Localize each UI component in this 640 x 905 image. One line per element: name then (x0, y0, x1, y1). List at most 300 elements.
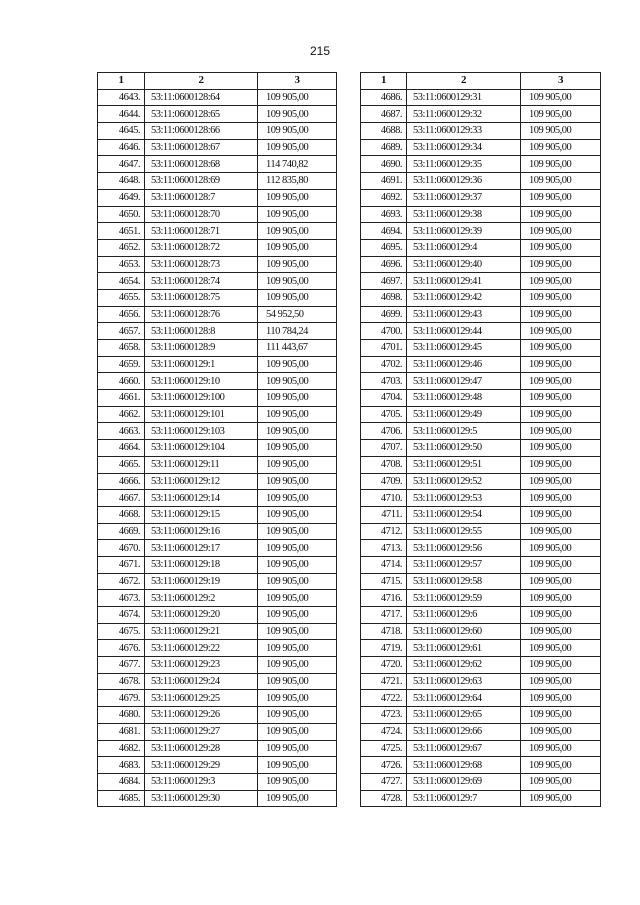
row-number: 4723. (361, 707, 407, 724)
cadastral-value: 54 952,50 (258, 306, 337, 323)
row-number: 4707. (361, 440, 407, 457)
row-number: 4670. (98, 540, 145, 557)
table-row (361, 306, 601, 323)
row-number: 4669. (98, 523, 145, 540)
registry-table-left (97, 72, 337, 807)
cadastral-value: 109 905,00 (258, 223, 337, 240)
row-number: 4673. (98, 590, 145, 607)
cadastral-number: 53:11:0600129:50 (407, 440, 521, 457)
table-row (361, 790, 601, 807)
cadastral-number: 53:11:0600128:71 (145, 223, 258, 240)
row-number: 4715. (361, 573, 407, 590)
cadastral-value: 109 905,00 (258, 657, 337, 674)
table-row (98, 123, 337, 140)
cadastral-number: 53:11:0600129:23 (145, 657, 258, 674)
table-row (361, 423, 601, 440)
row-number: 4702. (361, 356, 407, 373)
row-number: 4650. (98, 206, 145, 223)
table-row (98, 106, 337, 123)
table-row (98, 390, 337, 407)
cadastral-value: 109 905,00 (521, 623, 601, 640)
cadastral-number: 53:11:0600129:62 (407, 657, 521, 674)
cadastral-value: 109 905,00 (521, 456, 601, 473)
cadastral-number: 53:11:0600129:68 (407, 757, 521, 774)
cadastral-number: 53:11:0600128:74 (145, 273, 258, 290)
cadastral-number: 53:11:0600128:7 (145, 189, 258, 206)
cadastral-number: 53:11:0600128:72 (145, 239, 258, 256)
cadastral-number: 53:11:0600128:73 (145, 256, 258, 273)
row-number: 4672. (98, 573, 145, 590)
cadastral-value: 109 905,00 (258, 289, 337, 306)
cadastral-number: 53:11:0600129:19 (145, 573, 258, 590)
cadastral-number: 53:11:0600129:31 (407, 89, 521, 106)
row-number: 4652. (98, 239, 145, 256)
cadastral-value: 109 905,00 (521, 289, 601, 306)
header-col-2: 2 (407, 73, 521, 90)
row-number: 4681. (98, 723, 145, 740)
cadastral-number: 53:11:0600129:39 (407, 223, 521, 240)
cadastral-number: 53:11:0600129:47 (407, 373, 521, 390)
cadastral-value: 109 905,00 (258, 273, 337, 290)
row-number: 4726. (361, 757, 407, 774)
cadastral-number: 53:11:0600128:75 (145, 289, 258, 306)
table-row (361, 623, 601, 640)
row-number: 4691. (361, 173, 407, 190)
row-number: 4647. (98, 156, 145, 173)
cadastral-value: 109 905,00 (258, 89, 337, 106)
row-number: 4711. (361, 506, 407, 523)
row-number: 4649. (98, 189, 145, 206)
cadastral-number: 53:11:0600129:101 (145, 406, 258, 423)
table-row (361, 773, 601, 790)
row-number: 4657. (98, 323, 145, 340)
cadastral-number: 53:11:0600129:10 (145, 373, 258, 390)
table-row (361, 640, 601, 657)
table-row (361, 540, 601, 557)
table-row (361, 456, 601, 473)
cadastral-number: 53:11:0600129:67 (407, 740, 521, 757)
row-number: 4694. (361, 223, 407, 240)
table-row (98, 173, 337, 190)
cadastral-number: 53:11:0600129:6 (407, 607, 521, 624)
row-number: 4688. (361, 123, 407, 140)
cadastral-value: 109 905,00 (258, 490, 337, 507)
row-number: 4664. (98, 440, 145, 457)
cadastral-number: 53:11:0600129:60 (407, 623, 521, 640)
cadastral-value: 109 905,00 (258, 590, 337, 607)
cadastral-number: 53:11:0600129:57 (407, 556, 521, 573)
row-number: 4653. (98, 256, 145, 273)
cadastral-value: 109 905,00 (258, 573, 337, 590)
cadastral-number: 53:11:0600129:59 (407, 590, 521, 607)
cadastral-value: 109 905,00 (521, 573, 601, 590)
table-header-row (361, 73, 601, 90)
table-row (98, 206, 337, 223)
cadastral-number: 53:11:0600129:16 (145, 523, 258, 540)
row-number: 4712. (361, 523, 407, 540)
row-number: 4668. (98, 506, 145, 523)
cadastral-number: 53:11:0600129:42 (407, 289, 521, 306)
cadastral-number: 53:11:0600129:26 (145, 707, 258, 724)
table-row (361, 673, 601, 690)
cadastral-value: 109 905,00 (521, 506, 601, 523)
row-number: 4682. (98, 740, 145, 757)
table-row (98, 273, 337, 290)
table-row (98, 356, 337, 373)
table-row (98, 540, 337, 557)
row-number: 4708. (361, 456, 407, 473)
cadastral-value: 109 905,00 (258, 757, 337, 774)
table-row (98, 790, 337, 807)
cadastral-value: 109 905,00 (521, 189, 601, 206)
table-body-left (98, 89, 337, 807)
cadastral-value: 109 905,00 (258, 473, 337, 490)
cadastral-number: 53:11:0600129:3 (145, 773, 258, 790)
cadastral-value: 109 905,00 (521, 223, 601, 240)
table-row (98, 640, 337, 657)
cadastral-value: 109 905,00 (521, 273, 601, 290)
row-number: 4680. (98, 707, 145, 724)
row-number: 4717. (361, 607, 407, 624)
row-number: 4714. (361, 556, 407, 573)
cadastral-number: 53:11:0600129:25 (145, 690, 258, 707)
cadastral-number: 53:11:0600129:53 (407, 490, 521, 507)
cadastral-number: 53:11:0600129:7 (407, 790, 521, 807)
cadastral-value: 109 905,00 (521, 356, 601, 373)
table-row (361, 523, 601, 540)
cadastral-value: 112 835,80 (258, 173, 337, 190)
table-row (361, 740, 601, 757)
table-row (361, 440, 601, 457)
cadastral-value: 109 905,00 (521, 89, 601, 106)
cadastral-number: 53:11:0600129:49 (407, 406, 521, 423)
table-row (361, 723, 601, 740)
row-number: 4644. (98, 106, 145, 123)
row-number: 4645. (98, 123, 145, 140)
table-row (98, 590, 337, 607)
cadastral-value: 109 905,00 (521, 306, 601, 323)
cadastral-number: 53:11:0600129:46 (407, 356, 521, 373)
cadastral-value: 109 905,00 (258, 773, 337, 790)
table-row (361, 473, 601, 490)
cadastral-number: 53:11:0600129:100 (145, 390, 258, 407)
cadastral-value: 109 905,00 (521, 607, 601, 624)
cadastral-value: 109 905,00 (521, 373, 601, 390)
table-row (361, 89, 601, 106)
cadastral-value: 109 905,00 (258, 406, 337, 423)
cadastral-number: 53:11:0600129:11 (145, 456, 258, 473)
header-col-1: 1 (98, 73, 145, 90)
cadastral-value: 109 905,00 (258, 423, 337, 440)
cadastral-number: 53:11:0600129:1 (145, 356, 258, 373)
row-number: 4695. (361, 239, 407, 256)
cadastral-value: 109 905,00 (521, 707, 601, 724)
row-number: 4725. (361, 740, 407, 757)
table-row (98, 156, 337, 173)
cadastral-value: 109 905,00 (258, 256, 337, 273)
row-number: 4706. (361, 423, 407, 440)
row-number: 4651. (98, 223, 145, 240)
table-row (361, 573, 601, 590)
cadastral-value: 111 443,67 (258, 340, 337, 357)
cadastral-value: 109 905,00 (521, 423, 601, 440)
table-row (98, 657, 337, 674)
row-number: 4661. (98, 390, 145, 407)
row-number: 4719. (361, 640, 407, 657)
table-body-right (361, 89, 601, 807)
cadastral-value: 109 905,00 (521, 323, 601, 340)
table-row (98, 740, 337, 757)
table-row (361, 106, 601, 123)
table-row (98, 757, 337, 774)
cadastral-number: 53:11:0600129:24 (145, 673, 258, 690)
row-number: 4683. (98, 757, 145, 774)
cadastral-number: 53:11:0600129:55 (407, 523, 521, 540)
table-row (98, 673, 337, 690)
cadastral-value: 109 905,00 (258, 673, 337, 690)
table-row (361, 406, 601, 423)
header-col-1: 1 (361, 73, 407, 90)
cadastral-value: 109 905,00 (521, 239, 601, 256)
table-row (98, 423, 337, 440)
table-row (98, 523, 337, 540)
cadastral-value: 109 905,00 (521, 673, 601, 690)
table-row (98, 440, 337, 457)
row-number: 4667. (98, 490, 145, 507)
cadastral-number: 53:11:0600129:29 (145, 757, 258, 774)
row-number: 4713. (361, 540, 407, 557)
cadastral-value: 109 905,00 (258, 106, 337, 123)
cadastral-number: 53:11:0600128:64 (145, 89, 258, 106)
cadastral-value: 109 905,00 (258, 356, 337, 373)
row-number: 4665. (98, 456, 145, 473)
cadastral-value: 109 905,00 (258, 607, 337, 624)
table-row (98, 223, 337, 240)
cadastral-number: 53:11:0600129:36 (407, 173, 521, 190)
cadastral-value: 109 905,00 (521, 106, 601, 123)
cadastral-value: 109 905,00 (521, 173, 601, 190)
cadastral-value: 109 905,00 (258, 189, 337, 206)
table-row (98, 89, 337, 106)
row-number: 4693. (361, 206, 407, 223)
cadastral-number: 53:11:0600129:103 (145, 423, 258, 440)
table-row (98, 340, 337, 357)
cadastral-number: 53:11:0600128:8 (145, 323, 258, 340)
table-row (98, 607, 337, 624)
table-row (98, 506, 337, 523)
table-row (361, 256, 601, 273)
header-col-3: 3 (258, 73, 337, 90)
table-row (98, 373, 337, 390)
cadastral-value: 109 905,00 (258, 707, 337, 724)
table-row (98, 289, 337, 306)
cadastral-number: 53:11:0600129:4 (407, 239, 521, 256)
cadastral-value: 109 905,00 (521, 406, 601, 423)
row-number: 4660. (98, 373, 145, 390)
row-number: 4692. (361, 189, 407, 206)
table-row (361, 657, 601, 674)
table-row (361, 223, 601, 240)
table-row (361, 239, 601, 256)
row-number: 4698. (361, 289, 407, 306)
cadastral-number: 53:11:0600129:65 (407, 707, 521, 724)
cadastral-number: 53:11:0600128:9 (145, 340, 258, 357)
table-row (98, 306, 337, 323)
cadastral-value: 114 740,82 (258, 156, 337, 173)
cadastral-value: 109 905,00 (258, 723, 337, 740)
cadastral-number: 53:11:0600129:28 (145, 740, 258, 757)
table-row (98, 707, 337, 724)
row-number: 4663. (98, 423, 145, 440)
row-number: 4697. (361, 273, 407, 290)
table-row (361, 139, 601, 156)
cadastral-value: 109 905,00 (521, 690, 601, 707)
row-number: 4656. (98, 306, 145, 323)
row-number: 4700. (361, 323, 407, 340)
row-number: 4675. (98, 623, 145, 640)
cadastral-number: 53:11:0600128:66 (145, 123, 258, 140)
table-row (361, 356, 601, 373)
cadastral-number: 53:11:0600128:68 (145, 156, 258, 173)
cadastral-number: 53:11:0600129:15 (145, 506, 258, 523)
table-row (361, 390, 601, 407)
cadastral-value: 109 905,00 (258, 373, 337, 390)
cadastral-number: 53:11:0600129:18 (145, 556, 258, 573)
cadastral-number: 53:11:0600128:67 (145, 139, 258, 156)
cadastral-number: 53:11:0600129:48 (407, 390, 521, 407)
row-number: 4655. (98, 289, 145, 306)
table-row (98, 139, 337, 156)
cadastral-value: 109 905,00 (521, 123, 601, 140)
table-row (361, 289, 601, 306)
cadastral-value: 109 905,00 (258, 456, 337, 473)
cadastral-value: 109 905,00 (258, 690, 337, 707)
cadastral-number: 53:11:0600129:69 (407, 773, 521, 790)
cadastral-value: 109 905,00 (521, 590, 601, 607)
row-number: 4659. (98, 356, 145, 373)
table-row (98, 623, 337, 640)
row-number: 4709. (361, 473, 407, 490)
row-number: 4666. (98, 473, 145, 490)
table-row (98, 723, 337, 740)
cadastral-value: 109 905,00 (258, 506, 337, 523)
table-row (361, 373, 601, 390)
row-number: 4703. (361, 373, 407, 390)
cadastral-number: 53:11:0600129:30 (145, 790, 258, 807)
row-number: 4678. (98, 673, 145, 690)
table-row (361, 757, 601, 774)
table-row (98, 456, 337, 473)
cadastral-number: 53:11:0600129:45 (407, 340, 521, 357)
table-row (361, 556, 601, 573)
cadastral-value: 109 905,00 (258, 139, 337, 156)
table-row (361, 273, 601, 290)
row-number: 4658. (98, 340, 145, 357)
cadastral-value: 109 905,00 (258, 623, 337, 640)
table-row (98, 690, 337, 707)
table-row (98, 323, 337, 340)
table-row (361, 206, 601, 223)
table-row (98, 473, 337, 490)
row-number: 4704. (361, 390, 407, 407)
row-number: 4722. (361, 690, 407, 707)
cadastral-value: 109 905,00 (258, 123, 337, 140)
cadastral-value: 109 905,00 (521, 657, 601, 674)
row-number: 4699. (361, 306, 407, 323)
cadastral-number: 53:11:0600129:35 (407, 156, 521, 173)
cadastral-number: 53:11:0600128:69 (145, 173, 258, 190)
cadastral-value: 109 905,00 (258, 556, 337, 573)
row-number: 4696. (361, 256, 407, 273)
cadastral-value: 109 905,00 (521, 440, 601, 457)
page-number: 215 (309, 44, 331, 58)
table-row (361, 123, 601, 140)
table-row (361, 323, 601, 340)
cadastral-number: 53:11:0600129:66 (407, 723, 521, 740)
row-number: 4716. (361, 590, 407, 607)
table-row (98, 490, 337, 507)
cadastral-value: 109 905,00 (258, 790, 337, 807)
row-number: 4662. (98, 406, 145, 423)
table-row (361, 156, 601, 173)
row-number: 4674. (98, 607, 145, 624)
table-row (98, 256, 337, 273)
row-number: 4705. (361, 406, 407, 423)
cadastral-number: 53:11:0600129:56 (407, 540, 521, 557)
header-col-3: 3 (521, 73, 601, 90)
cadastral-value: 110 784,24 (258, 323, 337, 340)
cadastral-number: 53:11:0600129:14 (145, 490, 258, 507)
table-row (98, 556, 337, 573)
cadastral-value: 109 905,00 (521, 773, 601, 790)
cadastral-value: 109 905,00 (258, 540, 337, 557)
cadastral-number: 53:11:0600129:17 (145, 540, 258, 557)
row-number: 4718. (361, 623, 407, 640)
cadastral-value: 109 905,00 (521, 473, 601, 490)
row-number: 4687. (361, 106, 407, 123)
table-row (98, 573, 337, 590)
row-number: 4677. (98, 657, 145, 674)
table-row (98, 773, 337, 790)
row-number: 4676. (98, 640, 145, 657)
cadastral-number: 53:11:0600129:52 (407, 473, 521, 490)
table-row (361, 506, 601, 523)
cadastral-value: 109 905,00 (521, 757, 601, 774)
row-number: 4648. (98, 173, 145, 190)
cadastral-value: 109 905,00 (258, 640, 337, 657)
cadastral-number: 53:11:0600129:34 (407, 139, 521, 156)
row-number: 4643. (98, 89, 145, 106)
cadastral-value: 109 905,00 (521, 640, 601, 657)
cadastral-value: 109 905,00 (258, 523, 337, 540)
table-row (361, 490, 601, 507)
row-number: 4728. (361, 790, 407, 807)
table-row (98, 189, 337, 206)
cadastral-value: 109 905,00 (521, 390, 601, 407)
registry-table-right (360, 72, 601, 807)
cadastral-number: 53:11:0600129:20 (145, 607, 258, 624)
cadastral-number: 53:11:0600129:104 (145, 440, 258, 457)
cadastral-number: 53:11:0600129:51 (407, 456, 521, 473)
cadastral-number: 53:11:0600129:32 (407, 106, 521, 123)
row-number: 4671. (98, 556, 145, 573)
table-row (361, 173, 601, 190)
row-number: 4679. (98, 690, 145, 707)
row-number: 4710. (361, 490, 407, 507)
table-row (361, 690, 601, 707)
cadastral-value: 109 905,00 (521, 523, 601, 540)
table-row (98, 406, 337, 423)
